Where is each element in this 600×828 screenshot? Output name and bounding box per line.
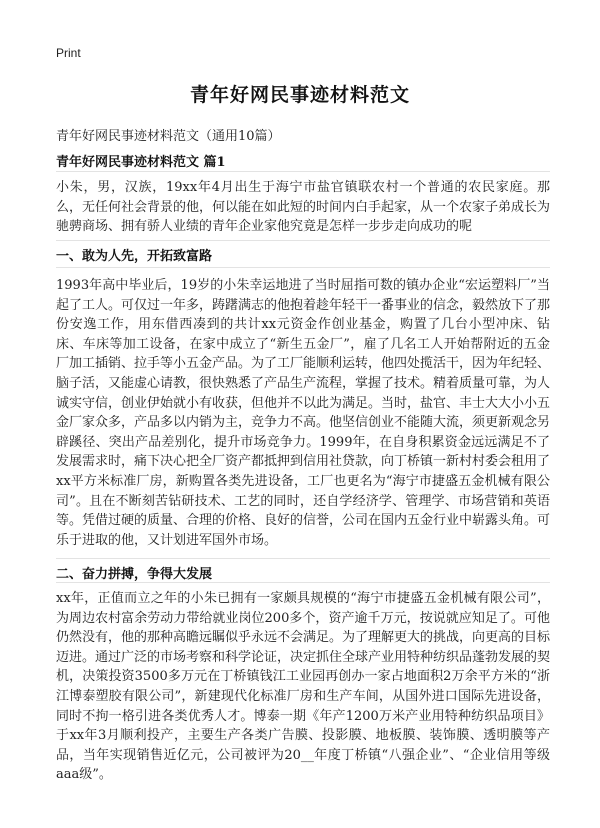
divider	[56, 582, 550, 583]
page-title: 青年好网民事迹材料范文	[189, 84, 410, 106]
divider	[56, 240, 550, 241]
divider	[56, 171, 550, 172]
section2-heading: 二、奋力拼搏，争得大发展	[56, 567, 213, 582]
section2-paragraph: xx年，正值而立之年的小朱已拥有一家颇具规模的“海宁市捷盛五金机械有限公司”，为周边农村富余劳动力带给就业岗位200多个，资产逾千万元，按说就应知足了。可他仍然没有，他的那种高瞻远瞩似乎永远不会满足。为了理解更大的挑战，向更高的目标迈进。通过广泛的市场考察和科学论证，决定抓住全球产业用特种纺织品蓬勃发展的契机，决策投资3500多万元在丁桥镇钱江工业园再创办一家占地面积2万余平方米的“浙江博泰塑胶有限公司”，新建现代化标准厂房和生产车间，从国外进口国际先进设备，同时不拘一格引进各类优秀人才。博泰一期《年产1200万米产业用特种纺织品项目》于xx年3月顺利投产，主要生产各类广告膜、投影膜、地板膜、装饰膜、透明膜等产品，当年实现销售近亿元，公司被评为20__年度丁桥镇“八强企业”、“企业信用等级aaa级”。	[56, 591, 551, 783]
intro-paragraph: 小朱，男，汉族，19xx年4月出生于海宁市盐官镇联农村一个普通的农民家庭。那么，无任何社会背景的他，何以能在如此短的时间内白手起家，从一个农家子弟成长为驰骋商场、拥有骄人业绩的青年企业家他究竟是怎样一步步走向成功的呢	[56, 180, 551, 235]
divider	[56, 558, 550, 559]
divider	[56, 267, 550, 268]
section1-paragraph: 1993年高中毕业后，19岁的小朱幸运地进了当时屈指可数的镇办企业“宏运塑料厂”当起了工人。可仅过一年多，踌躇满志的他抱着趁年轻干一番事业的信念，毅然放下了那份安逸工作，用东借西凑到的共计xx元资金作创业基金，购置了几台小型冲床、钻床、车床等加工设备，在家中成立了“新生五金厂”，雇了几名工人开始帮附近的五金厂加工插销、拉手等小五金产品。为了工厂能顺利运转，他四处揽活干，因为年纪轻、脑子活，又能虚心请教，很快熟悉了产品生产流程，掌握了技术。精着质量可靠，为人诚实守信，创业伊始就小有收获，但他并不以此为满足。当时，盐官、丰士大大小小五金厂家众多，产品多以内销为主，竞争力不高。他坚信创业不能随大流，须更新观念另辟蹊径、突出产品差别化，提升市场竞争力。1999年，在自身积累资金远远满足不了发展需求时，痛下决心把全厂资产都抵押到信用社贷款，向丁桥镇一新村村委会租用了xx平方米标准厂房，新购置各类先进设备，工厂也更名为“海宁市捷盛五金机械有限公司”。且在不断刻苦钻研技术、工艺的同时，还自学经济学、管理学、市场营销和英语等。凭借过硬的质量、合理的价格、良好的信誉，公司在国内五金行业中崭露头角。可乐于进取的他，又计划进军国外市场。	[56, 278, 551, 548]
article-heading: 青年好网民事迹材料范文 篇1	[56, 155, 226, 170]
section1-heading: 一、敢为人先，开拓致富路	[56, 249, 213, 264]
print-link[interactable]: Print	[56, 46, 81, 60]
document-subtitle: 青年好网民事迹材料范文（通用10篇）	[56, 129, 281, 144]
